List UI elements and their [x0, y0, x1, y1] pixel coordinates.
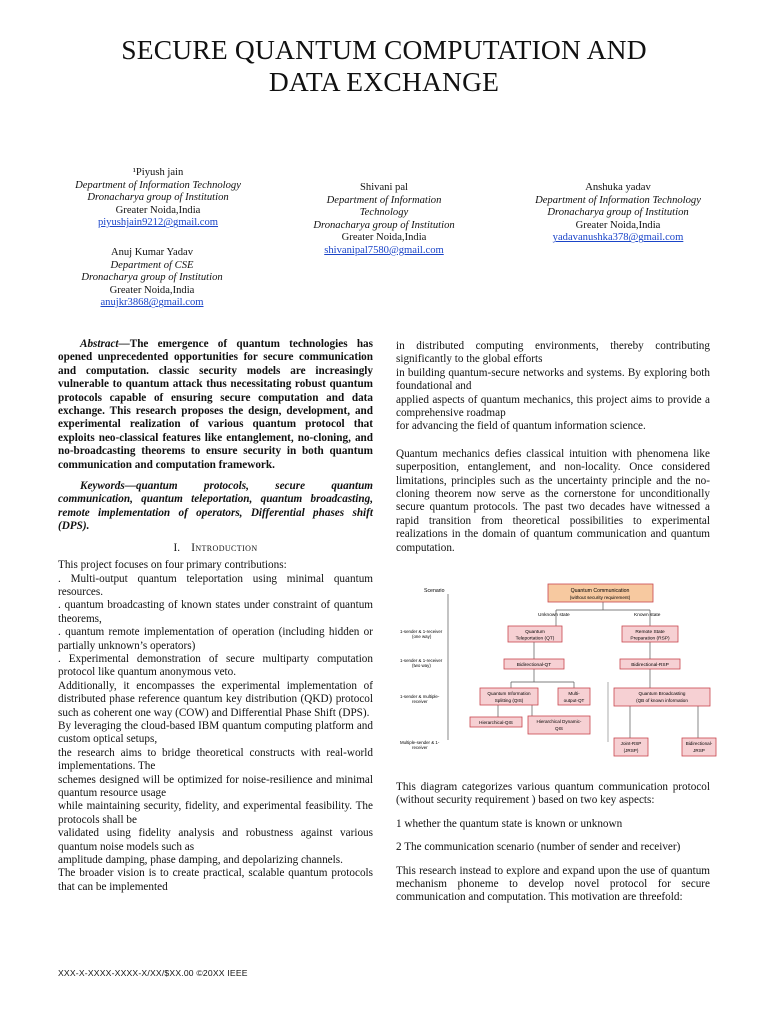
known-state-label: Known state	[634, 613, 661, 618]
intro-para-11: amplitude damping, phase damping, and depolarizing channels.	[58, 854, 343, 867]
author-block-3	[518, 182, 718, 245]
author-org: Dronacharya group of Institution	[87, 192, 229, 204]
multi-output-label-1: Multi-	[568, 691, 580, 696]
qt-label-1: Quantum	[525, 630, 545, 635]
abstract-text: —The emergence of quantum technologies has opened unprecedented opportunities for secure communication and computation. classic security models are increasingly vulnerable to quantum attack thus necessitating robust quantum protocols capable of ensuring secure computation and data exchange. This research proposes the design, development, and experimental realization of various quantum protocol that exploits neo-classical features like entanglement, no-cloning, and no-broadcasting theorems to ensure security in both quantum communication and computation framework.	[58, 338, 373, 471]
rsp-label-1: Remote State	[635, 630, 665, 635]
author-block-2	[284, 182, 484, 258]
protocol-diagram	[398, 582, 728, 762]
author-block-1	[58, 167, 258, 230]
scenario-3-label-1: 1-sender & multiple-	[400, 694, 440, 699]
author-org: Dronacharya group of Institution	[313, 219, 455, 231]
intro-para-1: . Multi-output quantum teleportation using minimal quantum resources.	[58, 572, 373, 598]
aspect-1-paragraph: 1 whether the quantum state is known or unknown	[396, 817, 623, 830]
author-block-4	[52, 247, 252, 310]
multi-output-label-2: output-QT	[563, 698, 585, 703]
author-location: Greater Noida,India	[115, 204, 201, 216]
abstract-lead: Abstract	[80, 338, 119, 350]
section-title: Introduction	[191, 541, 258, 554]
author-name: Anuj Kumar Yadav	[110, 247, 194, 258]
author-name: Anshuka yadav	[585, 182, 651, 193]
bidirectional-jrsp-label-1: Bidirectional-	[685, 741, 713, 746]
author-dept: Department of Information Technology	[75, 179, 241, 191]
intro-para-4: . Experimental demonstration of secure multiparty computation protocol like quantum anonymous veto.	[58, 652, 373, 679]
author-email-link[interactable]: anujkr3868@gmail.com	[100, 297, 204, 309]
intro-para-0: This project focuses on four primary contributions:	[58, 559, 287, 572]
intro-para-2: . quantum broadcasting of known states under constraint of quantum theorems,	[58, 599, 373, 625]
author-location: Greater Noida,India	[575, 219, 661, 231]
title-line-1: SECURE QUANTUM COMPUTATION AND	[121, 34, 647, 65]
motivation-paragraph: This research instead to explore and expand upon the use of quantum mechanism phoneme to develop novel protocol for secure communication and computation. This motivation are threefold:	[396, 864, 710, 904]
right-para-2: applied aspects of quantum mechanics, this project aims to provide a comprehensive roadmap	[396, 393, 710, 420]
jrsp-label-2: (JRSP)	[623, 748, 639, 753]
hierarchical-qis-label: Hierarchical-QIS	[479, 720, 513, 725]
bidirectional-qt-label: Bidirectional-QT	[516, 663, 552, 668]
title-line-2: DATA EXCHANGE	[268, 66, 500, 97]
bidirectional-rsp-label: Bidirectional-RSP	[631, 663, 669, 668]
diagram-description-paragraph: This diagram categorizes various quantum communication protocol (without security requirement ) based on two key aspects:	[396, 781, 710, 807]
author-location: Greater Noida,India	[341, 232, 427, 244]
copyright-footer: XXX-X-XXXX-XXXX-X/XX/$XX.00 ©20XX IEEE	[58, 968, 248, 978]
section-heading	[58, 542, 373, 555]
left-column	[58, 338, 373, 894]
right-para-3: for advancing the field of quantum information science.	[396, 420, 646, 433]
author-name: ¹Piyush jain	[132, 167, 184, 178]
scenario-4-label-1: Multiple-sender & 1-	[400, 740, 440, 745]
qb-label-1: Quantum Broadcasting	[638, 691, 686, 696]
root-label-2: (without security requirement)	[569, 595, 631, 600]
scenario-label: Scenario	[424, 588, 445, 594]
hierarchical-dynamic-label-1: Hierarchical Dynamic-	[536, 719, 582, 724]
scenario-1-label-2: (one way)	[412, 634, 432, 639]
root-label-1: Quantum Communication	[570, 588, 630, 594]
protocol-diagram-svg	[398, 582, 728, 762]
scenario-3-label-2: receiver	[412, 699, 428, 704]
quantum-mechanics-paragraph: Quantum mechanics defies classical intuition with phenomena like superposition, entanglement, and non-locality. Once considered limitations, principles such as the uncertainty principle and the no-cloning theorem now serve as the cornerstone for unconditionally secure quantum protocols. The past two decades have witnessed a rapid transition from theoretical possibilities to experimental realizations in the domain of quantum communication and quantum computation.	[396, 447, 710, 554]
section-number: I.	[173, 541, 181, 554]
intro-para-5: Additionally, it encompasses the experimental implementation of distributed phase reference quantum key distribution (QKD) protocol such as coherent one way (COW) and Differential Phase Shift (DPS).	[58, 679, 373, 719]
author-dept: Department of Information	[326, 194, 442, 206]
intro-para-3: . quantum remote implementation of operation (including hidden or partially unknown’s operators)	[58, 626, 373, 652]
author-dept: Department of CSE	[110, 259, 194, 271]
keywords-paragraph: Keywords—quantum protocols, secure quantum communication, quantum teleportation, quantum broadcasting, remote implementation of operators, Differential phases shift (DPS).	[58, 480, 373, 533]
right-column-top	[396, 340, 710, 555]
scenario-2-label-2: (two way)	[412, 663, 431, 668]
scenario-1-label-1: 1-sender & 1-receiver	[400, 629, 443, 634]
qt-label-2: Teleportation (QT)	[515, 636, 555, 642]
unknown-state-label: Unknown state	[538, 613, 570, 618]
intro-para-8: schemes designed will be optimized for noise-resilience and minimal quantum resource usage	[58, 773, 373, 799]
author-email-link[interactable]: yadavanushka378@gmail.com	[552, 232, 684, 244]
right-para-0: in distributed computing environments, thereby contributing significantly to the global efforts	[396, 340, 710, 366]
author-org: Dronacharya group of Institution	[81, 272, 223, 284]
scenario-4-label-2: receiver	[412, 745, 428, 750]
author-location: Greater Noida,India	[109, 284, 195, 296]
abstract-paragraph	[58, 338, 373, 472]
intro-para-6: By leveraging the cloud-based IBM quantum computing platform and custom optical setups,	[58, 719, 373, 746]
author-dept-cont: Technology	[359, 207, 409, 219]
qb-label-2: (QB of known information	[636, 698, 688, 703]
author-email-link[interactable]: shivanipal7580@gmail.com	[324, 244, 444, 256]
qis-label-2: Splitting (QIS)	[494, 698, 524, 703]
author-dept: Department of Information Technology	[535, 194, 701, 206]
jrsp-label-1: Joint-RSP	[620, 741, 642, 746]
intro-para-10: validated using fidelity analysis and robustness against various quantum noise models such as	[58, 827, 373, 853]
right-para-1: in building quantum-secure networks and systems. By exploring both foundational and	[396, 366, 710, 393]
paper-title	[40, 34, 728, 98]
rsp-label-2: Preparation (RSP)	[630, 636, 670, 642]
right-column-bottom	[396, 781, 710, 905]
bidirectional-jrsp-label-2: JRSP	[693, 748, 705, 753]
intro-para-9: while maintaining security, fidelity, and experimental feasibility. The protocols shall be	[58, 800, 373, 826]
scenario-2-label-1: 1-sender & 1-receiver	[400, 658, 443, 663]
aspect-2-paragraph: 2 The communication scenario (number of sender and receiver)	[396, 841, 681, 854]
author-org: Dronacharya group of Institution	[547, 207, 689, 219]
intro-para-7: the research aims to bridge theoretical constructs with real-world implementations. The	[58, 746, 373, 773]
qis-label-1: Quantum Information	[487, 691, 531, 696]
author-email-link[interactable]: piyushjain9212@gmail.com	[97, 217, 219, 229]
hierarchical-dynamic-label-2: QIS	[555, 726, 563, 731]
author-name: Shivani pal	[360, 182, 408, 193]
intro-para-12: The broader vision is to create practical, scalable quantum protocols that can be implemented	[58, 867, 373, 893]
